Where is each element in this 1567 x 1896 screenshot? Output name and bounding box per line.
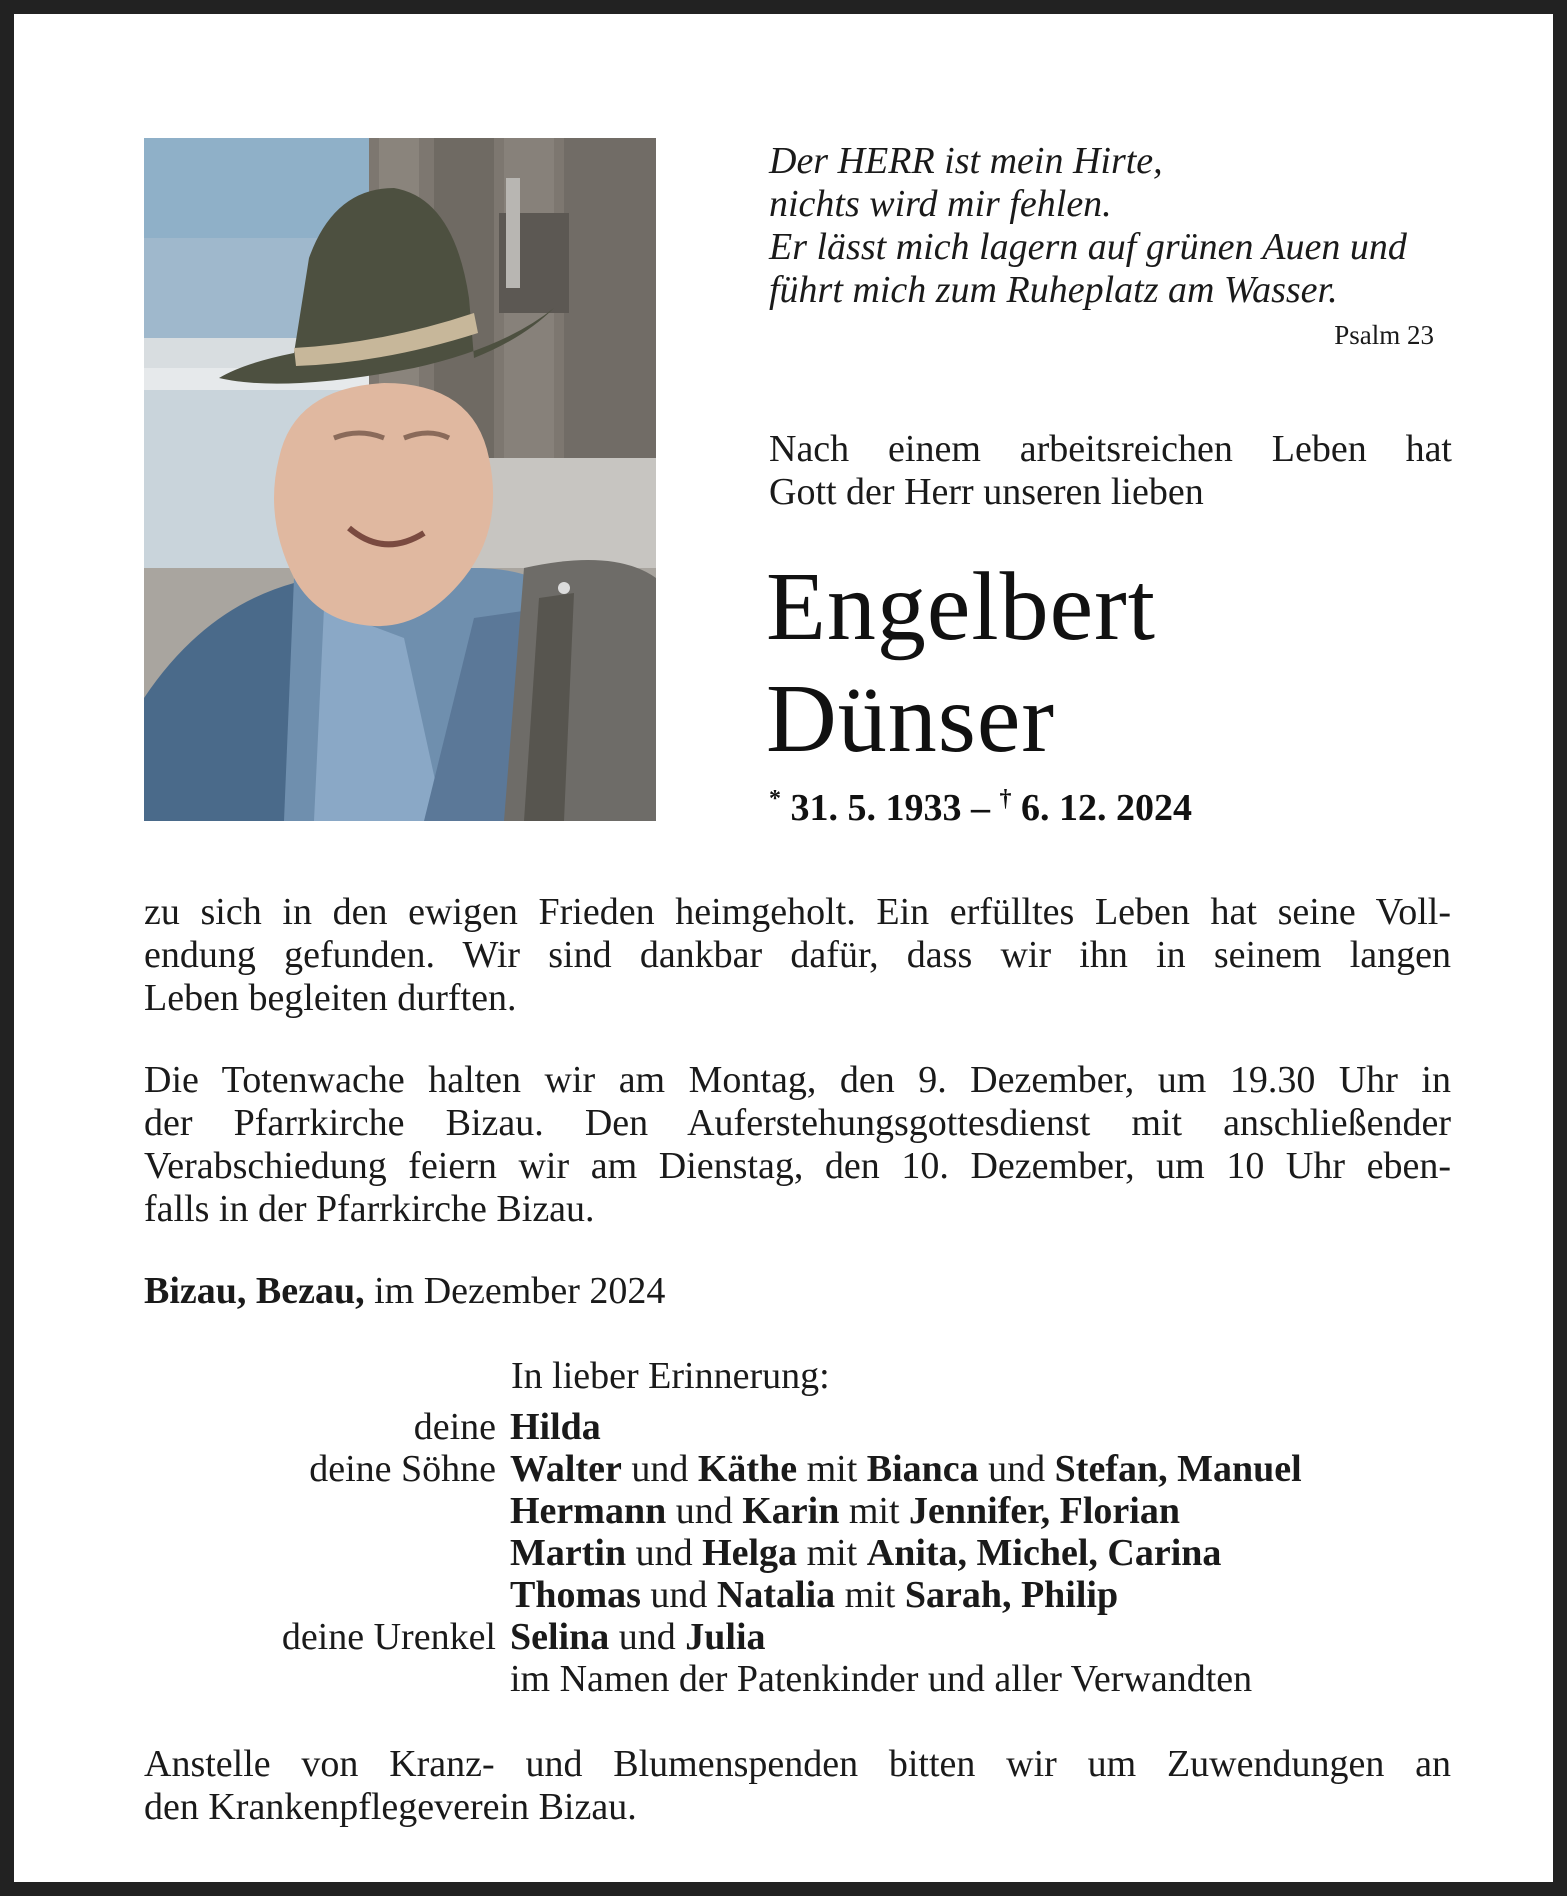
connector: mit — [839, 1490, 910, 1532]
text-line: Leben begleiten durften. — [144, 977, 517, 1019]
memory-heading: In lieber Erinnerung: — [511, 1355, 830, 1397]
text-line: den Krankenpflegeverein Bizau. — [144, 1786, 637, 1828]
life-dates — [769, 786, 1192, 830]
mourner-name: Stefan, Manuel — [1054, 1448, 1302, 1490]
connector: und — [666, 1490, 743, 1532]
mourner-name: Hermann — [510, 1490, 667, 1532]
intro-text — [769, 428, 1452, 514]
paragraph-peace — [144, 891, 1451, 1020]
mourner-row — [144, 1574, 1464, 1616]
mourner-name: Anita, Michel, Carina — [866, 1532, 1222, 1574]
text-line: endung gefunden. Wir sind dankbar dafür, dass wir ihn in seinem langen — [144, 934, 1451, 976]
portrait-photo — [144, 138, 656, 821]
intro-line: Gott der Herr unseren lieben — [769, 471, 1204, 513]
mourner-name: Käthe — [697, 1448, 798, 1490]
text-line: Verabschiedung feiern wir am Dienstag, den 10. Dezember, um 10 Uhr eben- — [144, 1145, 1451, 1187]
relation-label: deine Urenkel — [281, 1616, 496, 1658]
place-date-line — [144, 1270, 1451, 1313]
text-line: falls in der Pfarrkirche Bizau. — [144, 1188, 595, 1230]
mourner-name: Selina — [510, 1616, 610, 1658]
text-line: Anstelle von Kranz- und Blumenspenden bitten wir um Zuwendungen an — [144, 1743, 1451, 1785]
mourner-row — [144, 1448, 1464, 1490]
mourner-name: Natalia — [716, 1574, 836, 1616]
intro-line: Nach einem arbeitsreichen Leben hat — [769, 428, 1452, 470]
relation-label — [144, 1532, 510, 1574]
mourner-name: Julia — [685, 1616, 766, 1658]
paragraph-service — [144, 1059, 1451, 1231]
psalm-reference: Psalm 23 — [1334, 320, 1434, 350]
mourner-name: Walter — [510, 1448, 622, 1490]
text-line: Die Totenwache halten wir am Montag, den 9. Dezember, um 19.30 Uhr in — [144, 1059, 1451, 1101]
mourner-name: Karin — [742, 1490, 840, 1532]
birth-symbol: * — [769, 786, 781, 812]
text-line: der Pfarrkirche Bizau. Den Auferstehungsgottesdienst mit anschließender — [144, 1102, 1451, 1144]
connector: und — [609, 1616, 686, 1658]
mourner-name: Jennifer, Florian — [909, 1490, 1180, 1532]
connector: mit — [797, 1532, 867, 1574]
deceased-name — [766, 551, 1156, 775]
connector: mit — [835, 1574, 905, 1616]
mourner-row — [144, 1406, 1464, 1448]
mourner-row — [144, 1658, 1464, 1700]
psalm-line: Er lässt mich lagern auf grünen Auen und — [769, 226, 1407, 268]
connector: mit — [797, 1448, 867, 1490]
text-line: zu sich in den ewigen Frieden heimgeholt. Ein erfülltes Leben hat seine Voll- — [144, 891, 1451, 933]
connector: und — [621, 1448, 698, 1490]
death-symbol: † — [999, 786, 1012, 812]
relation-label — [144, 1574, 510, 1616]
birth-date: 31. 5. 1933 — [790, 787, 962, 829]
relation-label: deine — [413, 1406, 496, 1448]
first-name: Engelbert — [766, 553, 1156, 661]
psalm-line: nichts wird mir fehlen. — [769, 183, 1112, 225]
psalm-line: führt mich zum Ruheplatz am Wasser. — [769, 269, 1338, 311]
mourner-name: Thomas — [510, 1574, 641, 1616]
date-separator: – — [971, 787, 990, 829]
relation-label — [144, 1490, 510, 1532]
last-name: Dünser — [766, 665, 1056, 773]
portrait-illustration — [144, 138, 656, 821]
connector: und — [626, 1532, 703, 1574]
death-date: 6. 12. 2024 — [1021, 787, 1192, 829]
place-names: Bizau, Bezau, — [144, 1270, 365, 1312]
month-year: im Dezember 2024 — [364, 1270, 666, 1312]
mourner-name: Martin — [510, 1532, 627, 1574]
psalm-line: Der HERR ist mein Hirte, — [769, 140, 1163, 182]
mourner-row — [144, 1532, 1464, 1574]
connector: und — [978, 1448, 1055, 1490]
connector: und — [640, 1574, 717, 1616]
paragraph-donations — [144, 1743, 1451, 1829]
mourners-list — [144, 1406, 1464, 1700]
mourner-name: Hilda — [510, 1406, 601, 1448]
mourners-footer: im Namen der Patenkinder und aller Verwandten — [510, 1658, 1253, 1700]
mourner-name: Helga — [702, 1532, 798, 1574]
mourner-name: Bianca — [866, 1448, 979, 1490]
mourner-row — [144, 1490, 1464, 1532]
psalm-quote — [769, 140, 1459, 312]
mourner-name: Sarah, Philip — [904, 1574, 1119, 1616]
relation-label: deine Söhne — [309, 1448, 496, 1490]
mourner-row — [144, 1616, 1464, 1658]
relation-label — [144, 1658, 510, 1700]
